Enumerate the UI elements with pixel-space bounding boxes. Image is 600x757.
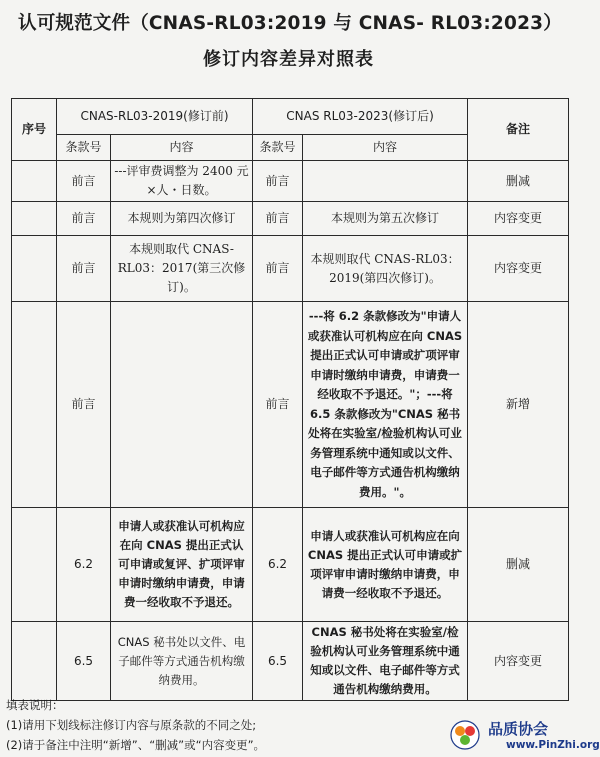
header-old-content: 内容	[111, 135, 253, 161]
header-row-top	[12, 99, 569, 135]
row-old-content: CNAS 秘书处以文件、电子邮件等方式通告机构缴纳费用。	[111, 622, 253, 701]
row-remark: 内容变更	[468, 236, 569, 302]
row-new-content	[303, 161, 468, 202]
row-old-content: 本规则为第四次修订	[111, 202, 253, 236]
row-seq	[12, 622, 57, 701]
row-old-content: 本规则取代 CNAS-RL03：2017(第三次修订)。	[111, 236, 253, 302]
site-logo[interactable]	[450, 718, 600, 756]
row-old-clause: 6.2	[57, 508, 111, 622]
row-seq	[12, 508, 57, 622]
row-new-content: ---将 6.2 条款修改为"申请人或获准认可机构应在向 CNAS 提出正式认可申请或扩项评审申请时缴纳申请费，申请费一经收取不予退还。"；---将 6.5 条款修改为"CNAS 秘书处将在实验室/检验机构认可业务管理系统中通知或以文件、电子邮件等方式通告机构缴纳费用。"。	[303, 302, 468, 508]
row-new-content: 本规则取代 CNAS-RL03：2019(第四次修订)。	[303, 236, 468, 302]
row-remark: 删减	[468, 161, 569, 202]
row-old-content	[111, 302, 253, 508]
table-row	[12, 202, 569, 236]
header-new-content: 内容	[303, 135, 468, 161]
row-seq	[12, 236, 57, 302]
logo-url-text: www.PinZhi.org	[506, 739, 600, 751]
row-old-clause: 前言	[57, 161, 111, 202]
row-seq	[12, 202, 57, 236]
row-remark: 删减	[468, 508, 569, 622]
header-seq: 序号	[12, 99, 57, 161]
row-new-content: CNAS 秘书处将在实验室/检验机构认可业务管理系统中通知或以文件、电子邮件等方式通告机构缴纳费用。	[303, 622, 468, 701]
row-new-clause: 6.5	[253, 622, 303, 701]
row-new-clause: 前言	[253, 161, 303, 202]
row-old-clause: 前言	[57, 302, 111, 508]
row-remark: 内容变更	[468, 202, 569, 236]
document-subtitle: 修订内容差异对照表	[203, 49, 374, 70]
header-remark: 备注	[468, 99, 569, 161]
row-old-content: 申请人或获准认可机构应在向 CNAS 提出正式认可申请或复评、扩项评审申请时缴纳申请费，申请费一经收取不予退还。	[111, 508, 253, 622]
table-row	[12, 302, 569, 508]
logo-brand-text: 品质协会	[488, 720, 549, 738]
comparison-table	[11, 98, 569, 701]
row-old-clause: 前言	[57, 202, 111, 236]
row-new-clause: 前言	[253, 236, 303, 302]
row-new-content: 申请人或获准认可机构应在向 CNAS 提出正式认可申请或扩项评审申请时缴纳申请费，申请费一经收取不予退还。	[303, 508, 468, 622]
row-old-clause: 6.5	[57, 622, 111, 701]
row-new-clause: 6.2	[253, 508, 303, 622]
notes-heading: 填表说明：	[6, 698, 64, 712]
table-row	[12, 508, 569, 622]
row-new-clause: 前言	[253, 302, 303, 508]
row-seq	[12, 161, 57, 202]
table-row	[12, 622, 569, 701]
header-old-clause: 条款号	[57, 135, 111, 161]
document-title: 认可规范文件（CNAS-RL03:2019 与 CNAS- RL03:2023）	[18, 13, 562, 34]
table-row	[12, 236, 569, 302]
header-old-version: CNAS-RL03-2019(修订前)	[57, 99, 253, 135]
row-old-content: ---评审费调整为 2400 元×人・日数。	[111, 161, 253, 202]
notes-line-2: (2)请于备注中注明“新增”、“删减”或“内容变更”。	[6, 738, 266, 752]
header-new-clause: 条款号	[253, 135, 303, 161]
row-new-content: 本规则为第五次修订	[303, 202, 468, 236]
row-remark: 新增	[468, 302, 569, 508]
table-row	[12, 161, 569, 202]
logo-badge-icon	[450, 720, 480, 750]
row-new-clause: 前言	[253, 202, 303, 236]
row-remark: 内容变更	[468, 622, 569, 701]
header-new-version: CNAS RL03-2023(修订后)	[253, 99, 468, 135]
row-seq	[12, 302, 57, 508]
fill-instructions	[6, 695, 446, 755]
notes-line-1: (1)请用下划线标注修订内容与原条款的不同之处;	[6, 718, 257, 732]
row-old-clause: 前言	[57, 236, 111, 302]
